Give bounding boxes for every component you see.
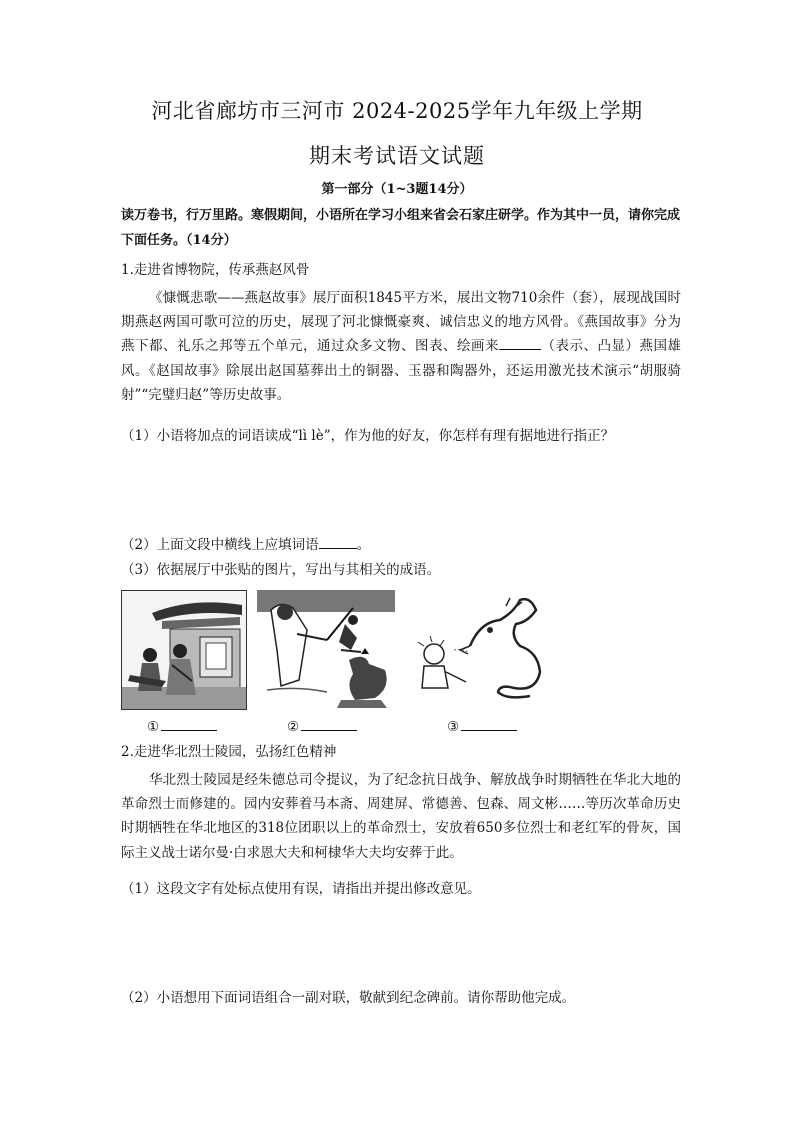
q1-sub1: （1）小语将加点的词语读成“lì lè”，作为他的好友，你怎样有理有据地进行指正？ [121, 428, 615, 444]
caption-2-blank[interactable] [301, 716, 357, 731]
q1-sub2-end: 。 [356, 537, 371, 553]
caption-3 [447, 716, 517, 735]
illustration-3 [410, 592, 550, 710]
q2-sub2: （2）小语想用下面词语组合一副对联，敬献到纪念碑前。请你帮助他完成。 [121, 990, 576, 1006]
q2-heading: 2.走进华北烈士陵园，弘扬红色精神 [121, 744, 337, 760]
q1-passage-part-a: 《慷慨悲歌——燕赵故事》展厅面积1845平方米，展出文物710余件（套），展现战国时期燕赵两国可歌可泣的历史，展现了河北慷慨豪爽、诚信忠义的地方风骨。《燕国故事》分为燕下都、礼乐之邦等五个单元，通过众多文物、图表、绘画来 [121, 290, 681, 355]
q1-heading: 1.走进省博物院，传承燕赵风骨 [121, 262, 310, 278]
q1-sub3: （3）依据展厅中张贴的图片，写出与其相关的成语。 [121, 562, 441, 578]
ancient-gate-figures-illustration [122, 591, 246, 709]
caption-3-label: ③ [447, 719, 460, 735]
dragon-and-man-illustration [410, 592, 550, 710]
task-intro: 读万卷书，行万里路。寒假期间，小语所在学习小组来省会石家庄研学。作为其中一员，请你完成下面任务。（14分） [121, 208, 681, 248]
q1-sub2 [121, 533, 681, 557]
caption-2-label: ② [287, 719, 300, 735]
part-heading: 第一部分（1~3题14分） [321, 182, 473, 197]
caption-3-blank[interactable] [461, 716, 517, 731]
q1-sub2-text: （2）上面文段中横线上应填词语 [121, 537, 319, 553]
q1-fill-blank[interactable] [499, 335, 541, 350]
caption-1-blank[interactable] [161, 716, 217, 731]
sword-dance-rooster-illustration [257, 590, 395, 708]
exam-title-line1: 河北省廊坊市三河市 2024-2025学年九年级上学期 [151, 99, 643, 123]
q1-sub2-blank[interactable] [319, 534, 357, 549]
illustration-2 [257, 590, 395, 708]
illustration-1 [121, 590, 247, 710]
q1-passage-part-b: （表示、凸显）燕国雄风。《赵国故事》除展出赵国墓葬出土的铜器、玉器和陶器外，还运用激光技术演示“胡服骑射”“完璧归赵”等历史故事。 [121, 338, 681, 403]
exam-title-line2: 期末考试语文试题 [309, 144, 485, 168]
q1-passage [121, 286, 681, 407]
q2-passage: 华北烈士陵园是经朱德总司令提议，为了纪念抗日战争、解放战争时期牺牲在华北大地的革命烈士而修建的。园内安葬着马本斋、周建屏、常德善、包森、周文彬……等历次革命历史时期牺牲在华北地区的318位团职以上的革命烈士，安放着650多位烈士和老红军的骨灰，国际主义战士诺尔曼·白求恩大夫和柯棣华大夫均安葬于此。 [121, 772, 681, 861]
caption-1 [147, 716, 217, 735]
caption-2 [287, 716, 357, 735]
q2-sub1: （1）这段文字有处标点使用有误，请指出并提出修改意见。 [121, 881, 481, 897]
caption-1-label: ① [147, 719, 160, 735]
